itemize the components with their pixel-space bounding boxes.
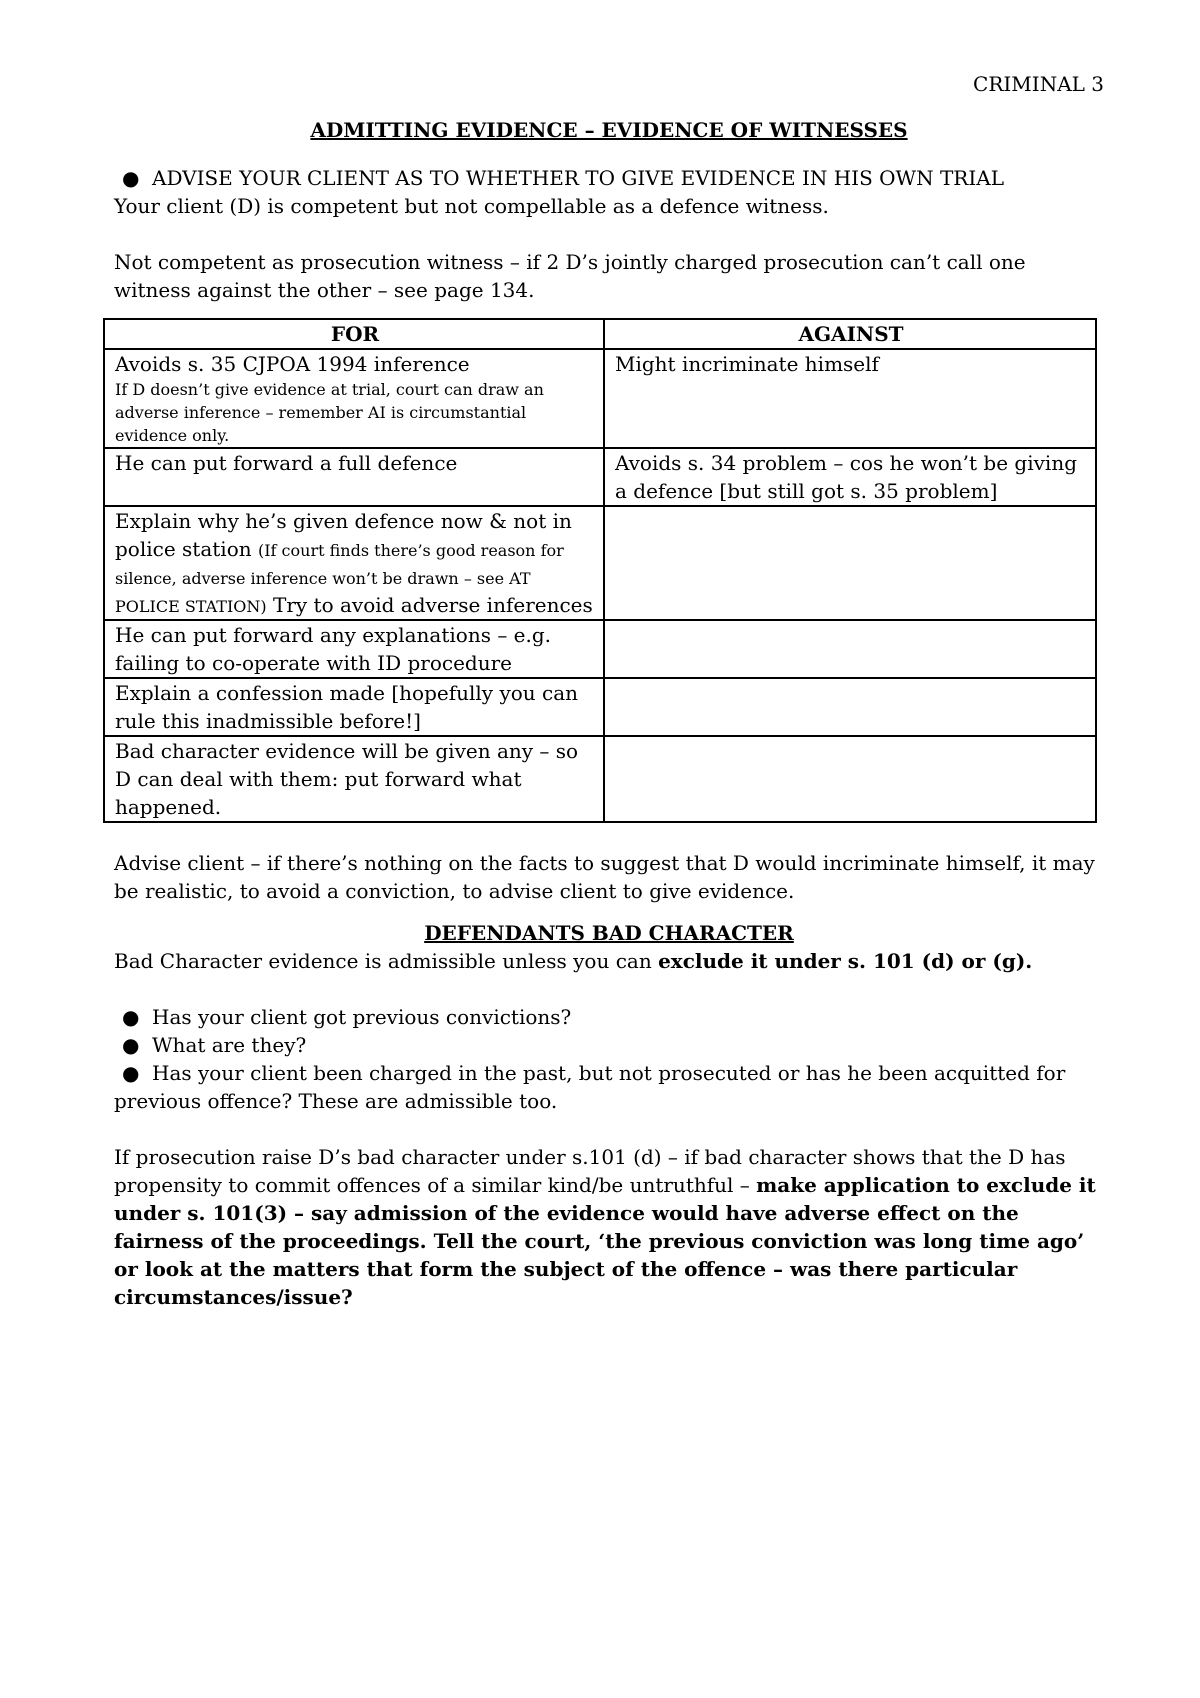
bad-character-intro [114, 947, 1104, 975]
bullet-icon: ● [122, 1061, 140, 1085]
for-cell: Bad character evidence will be given any – so D can deal with them: put forward what happened. [104, 736, 604, 822]
for-cell: He can put forward a full defence [104, 448, 604, 506]
column-header-for: FOR [104, 319, 604, 349]
intro-bold: exclude it under s. 101 (d) or (g). [658, 949, 1033, 973]
table-row [104, 678, 1096, 736]
final-bold: make application to exclude it under s. 101(3) – say admission of the evidence would have adverse effect on the fairness of the proceedings. Tell the court, ‘the previous conviction was long time ago’ or look at the matters that form the subject of the offence – was there particular circumstances/issue? [114, 1173, 1096, 1309]
against-cell [604, 506, 1096, 620]
section-heading: DEFENDANTS BAD CHARACTER [424, 921, 794, 945]
column-header-against: AGAINST [604, 319, 1096, 349]
page-title: ADMITTING EVIDENCE – EVIDENCE OF WITNESSES [310, 118, 908, 142]
table-row [104, 448, 1096, 506]
against-cell [604, 736, 1096, 822]
bullet-icon: ● [122, 166, 140, 190]
list-item [114, 1003, 1104, 1031]
for-cell: He can put forward any explanations – e.g. failing to co-operate with ID procedure [104, 620, 604, 678]
bullet-text: Has your client been charged in the past, but not prosecuted or has he been acquitted for [152, 1061, 1066, 1085]
bullet-text: ADVISE YOUR CLIENT AS TO WHETHER TO GIVE EVIDENCE IN HIS OWN TRIAL [152, 166, 1004, 190]
for-note: (If court finds there’s good reason for silence, adverse inference won’t be drawn – see AT POLICE STATION) [115, 541, 564, 616]
against-cell: Avoids s. 34 problem – cos he won’t be giving a defence [but still got s. 35 problem] [604, 448, 1096, 506]
bullet-icon: ● [122, 1005, 140, 1029]
for-against-table [103, 318, 1097, 823]
table-row [104, 620, 1096, 678]
table-row [104, 736, 1096, 822]
for-cell [104, 506, 604, 620]
table-row [104, 349, 1096, 448]
final-plain: If prosecution raise D’s bad character under s.101 (d) – if bad character shows that the D has propensity to commit offences of a similar kind/be untruthful – [114, 1145, 1066, 1197]
for-main: Avoids s. 35 CJPOA 1994 inference [115, 352, 470, 376]
against-cell: Might incriminate himself [604, 349, 1096, 448]
for-cell: Explain a confession made [hopefully you can rule this inadmissible before!] [104, 678, 604, 736]
for-note: If D doesn’t give evidence at trial, court can draw an adverse inference – remember AI is circumstantial evidence only. [115, 380, 544, 445]
bullet-text: What are they? [152, 1033, 307, 1057]
for-cell [104, 349, 604, 448]
bullet-icon: ● [122, 1033, 140, 1057]
prosecution-witness-paragraph: Not competent as prosecution witness – if 2 D’s jointly charged prosecution can’t call one witness against the other – see page 134. [114, 250, 1026, 302]
against-cell [604, 620, 1096, 678]
advise-paragraph: Advise client – if there’s nothing on the facts to suggest that D would incriminate himself, it may be realistic, to avoid a conviction, to advise client to give evidence. [114, 851, 1095, 903]
list-item [114, 1059, 1104, 1087]
table-header-row [104, 319, 1096, 349]
against-cell [604, 678, 1096, 736]
list-item [114, 1031, 1104, 1059]
intro-plain: Bad Character evidence is admissible unless you can [114, 949, 652, 973]
final-paragraph [114, 1143, 1104, 1311]
bullet-text: Has your client got previous convictions? [152, 1005, 572, 1029]
for-tail: Try to avoid adverse inferences [272, 593, 593, 617]
table-row [104, 506, 1096, 620]
document-page [114, 70, 1104, 1311]
competence-line: Your client (D) is competent but not compellable as a defence witness. [114, 194, 829, 218]
page-label: CRIMINAL 3 [973, 72, 1104, 96]
bullet-continuation: previous offence? These are admissible too. [114, 1089, 558, 1113]
for-main: Explain why he’s given defence now & not in police station [115, 509, 572, 561]
list-item [114, 164, 1104, 192]
